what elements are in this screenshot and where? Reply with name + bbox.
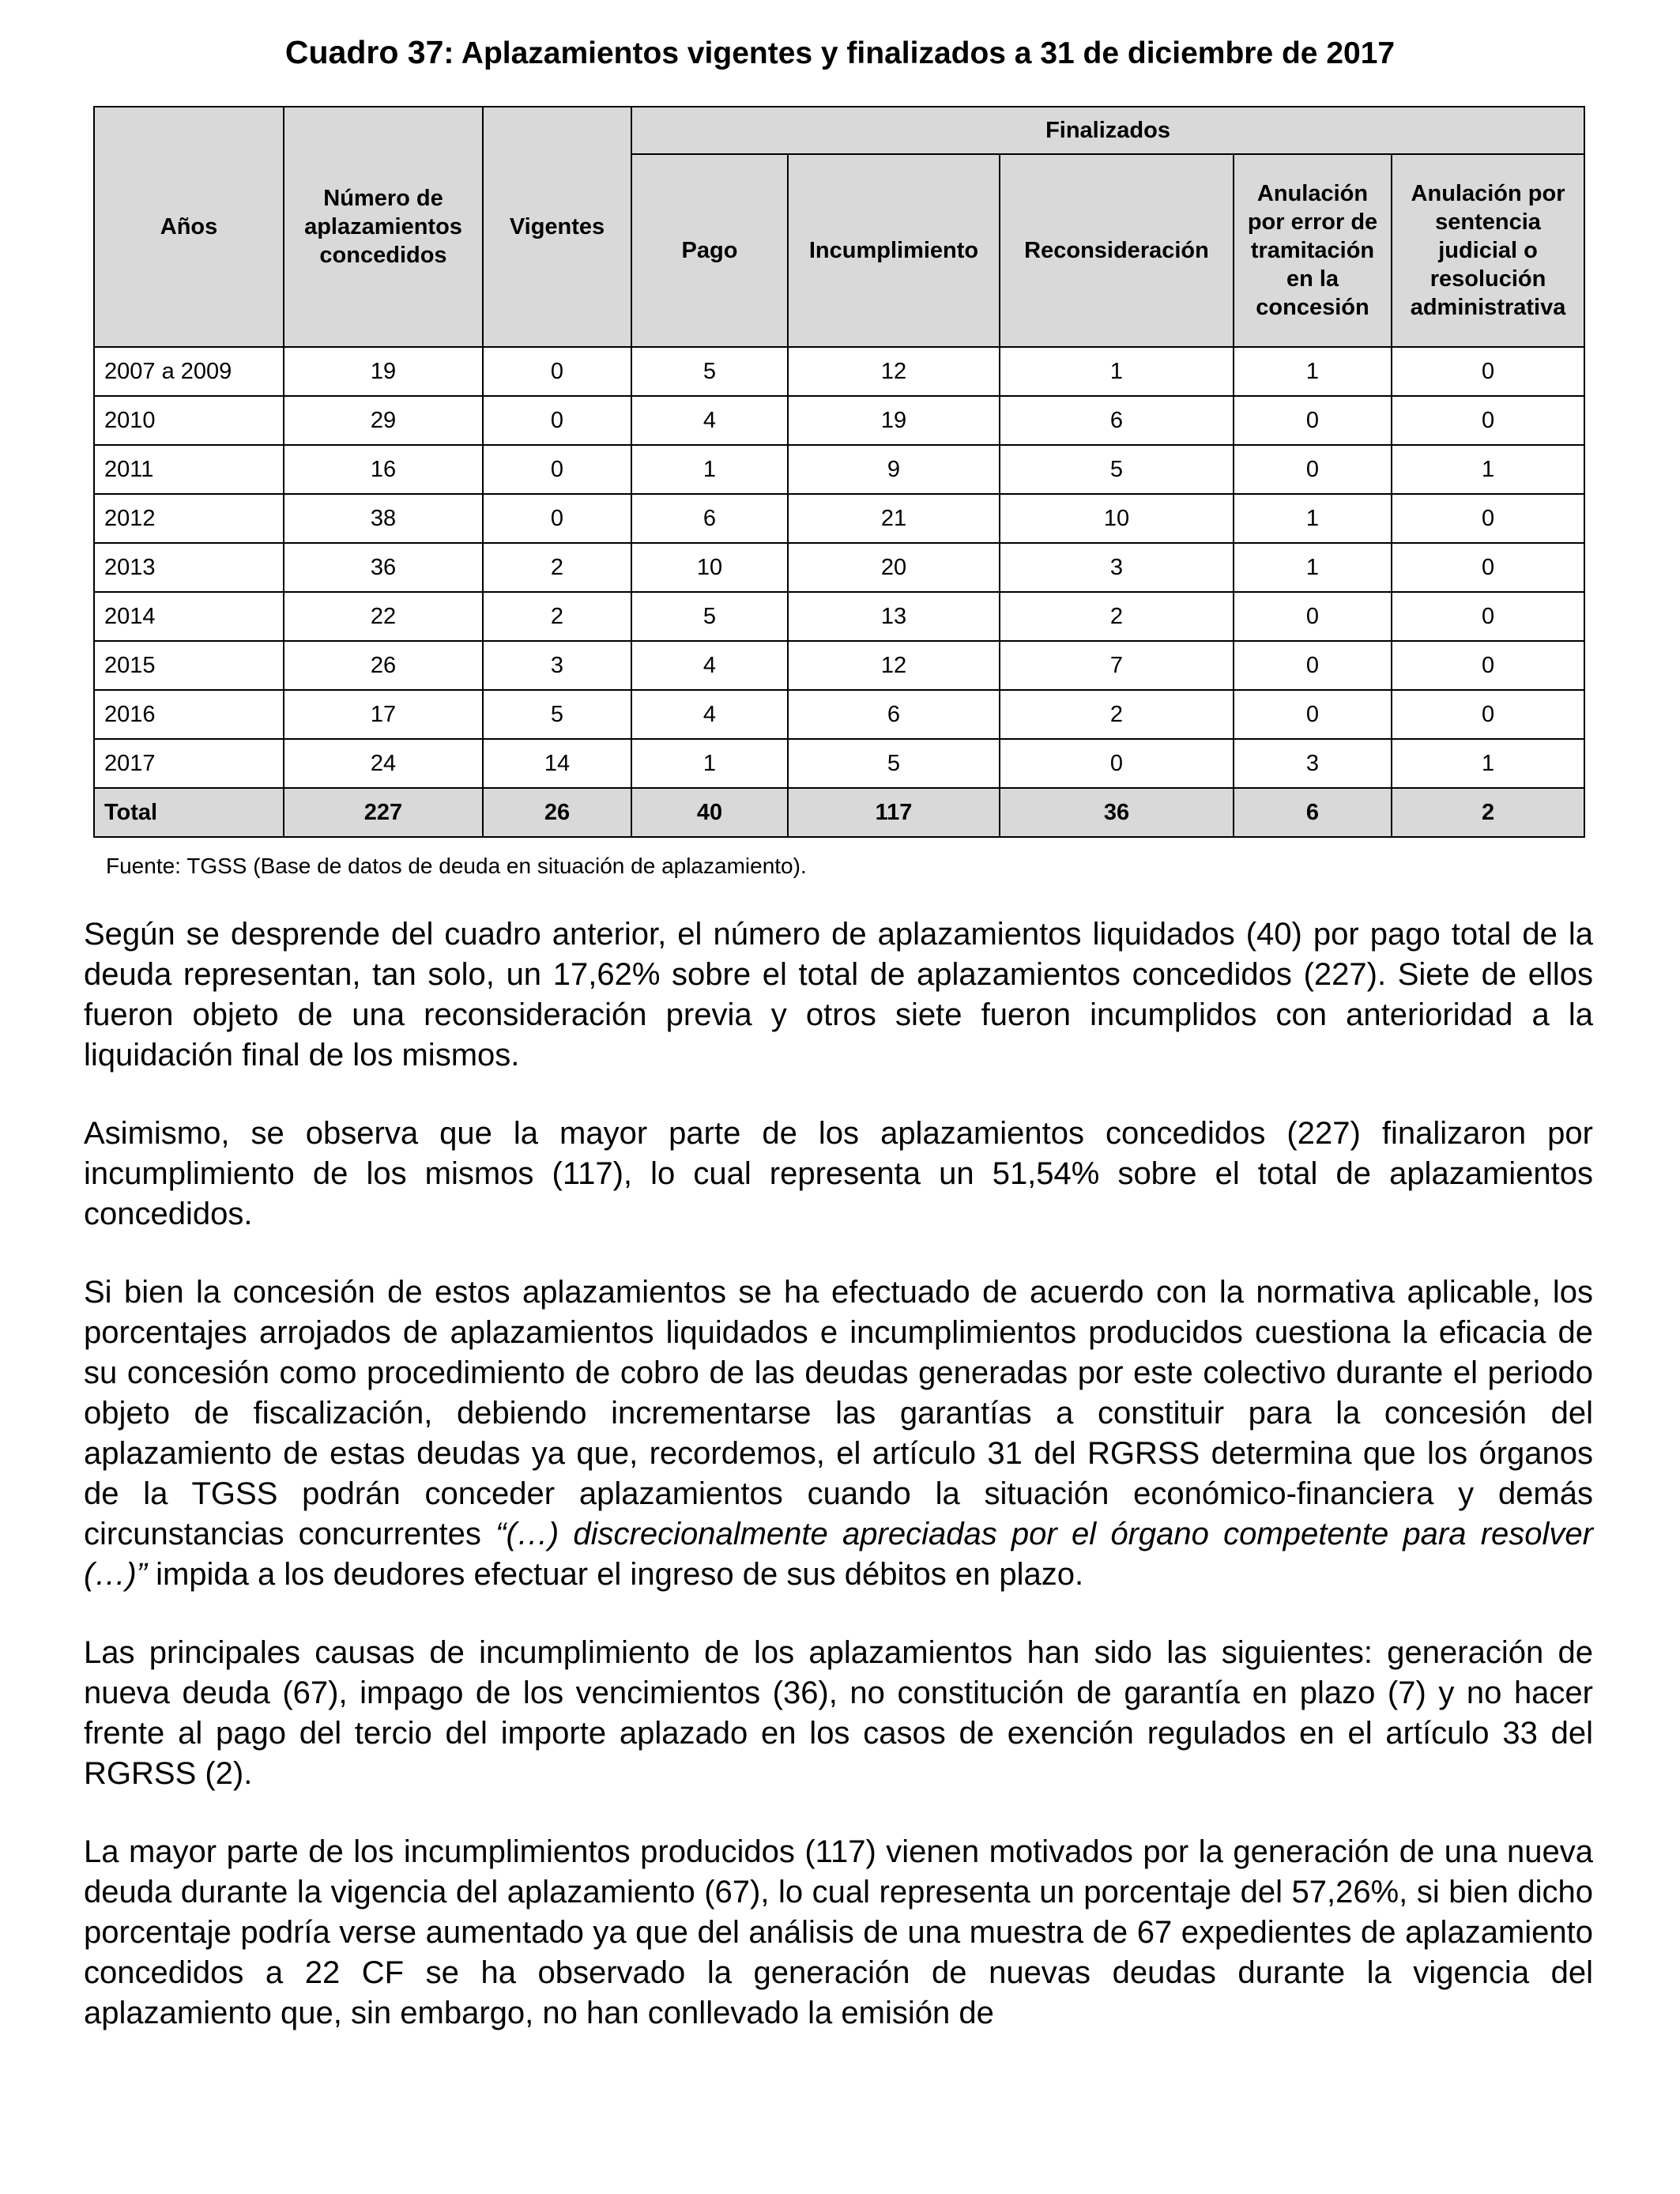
table-row bbox=[94, 690, 1584, 739]
table-cell: 0 bbox=[1234, 592, 1392, 641]
table-row bbox=[94, 739, 1584, 788]
table-cell: 1 bbox=[1392, 739, 1584, 788]
table-cell: 22 bbox=[284, 592, 483, 641]
header-numero: Número de aplazamientos concedidos bbox=[284, 107, 483, 347]
table-cell: 14 bbox=[483, 739, 631, 788]
header-reconsideracion: Reconsideración bbox=[1000, 154, 1234, 347]
table-cell: 9 bbox=[788, 445, 1000, 494]
total-cell: 6 bbox=[1234, 788, 1392, 837]
table-cell: 19 bbox=[284, 347, 483, 396]
table-cell: 3 bbox=[1234, 739, 1392, 788]
table-cell: 5 bbox=[631, 592, 788, 641]
table-source-note: Fuente: TGSS (Base de datos de deuda en situación de aplazamiento). bbox=[106, 854, 807, 878]
body-text bbox=[84, 914, 1593, 2071]
table-row bbox=[94, 396, 1584, 445]
table-cell: 3 bbox=[1000, 543, 1234, 592]
paragraph-3-end: impida a los deudores efectuar el ingreso de sus débitos en plazo. bbox=[146, 1557, 1084, 1592]
table-cell-year: 2010 bbox=[94, 396, 284, 445]
table-cell: 0 bbox=[1392, 347, 1584, 396]
header-anulacion-error: Anulación por error de tramitación en la concesión bbox=[1234, 154, 1392, 347]
table-cell: 6 bbox=[1000, 396, 1234, 445]
table-cell: 1 bbox=[1234, 494, 1392, 543]
table-cell: 0 bbox=[1392, 641, 1584, 690]
table-cell: 0 bbox=[1392, 690, 1584, 739]
table-cell: 0 bbox=[1234, 690, 1392, 739]
table-cell: 0 bbox=[1392, 592, 1584, 641]
table-cell: 0 bbox=[483, 396, 631, 445]
table-cell: 0 bbox=[1392, 396, 1584, 445]
table-cell: 1 bbox=[631, 739, 788, 788]
table-cell: 2 bbox=[483, 592, 631, 641]
paragraph-1: Según se desprende del cuadro anterior, el número de aplazamientos liquidados (40) por pago total de la deuda representan, tan solo, un 17,62% sobre el total de aplazamientos concedidos (227). Siete de ellos fueron objeto de una reconsideración previa y otros siete fueron incumplidos con anterioridad a la liquidación final de los mismos. bbox=[84, 917, 1593, 1072]
table-cell: 2 bbox=[1000, 592, 1234, 641]
header-anos: Años bbox=[94, 107, 284, 347]
table-cell-year: 2013 bbox=[94, 543, 284, 592]
table-cell: 6 bbox=[631, 494, 788, 543]
table-cell: 5 bbox=[483, 690, 631, 739]
paragraph-3 bbox=[84, 1272, 1593, 1595]
aplazamientos-table bbox=[93, 106, 1585, 838]
table-cell: 4 bbox=[631, 690, 788, 739]
table-cell: 5 bbox=[631, 347, 788, 396]
table-row bbox=[94, 494, 1584, 543]
table-cell: 24 bbox=[284, 739, 483, 788]
table-cell: 0 bbox=[1234, 396, 1392, 445]
total-cell: 36 bbox=[1000, 788, 1234, 837]
table-row bbox=[94, 543, 1584, 592]
table-cell: 1 bbox=[1234, 347, 1392, 396]
table-cell: 10 bbox=[1000, 494, 1234, 543]
table-title-text: : Aplazamientos vigentes y finalizados a 31 de diciembre de 2017 bbox=[443, 36, 1396, 70]
total-cell: 26 bbox=[483, 788, 631, 837]
table-cell: 0 bbox=[1234, 641, 1392, 690]
table-cell: 0 bbox=[483, 347, 631, 396]
table-row bbox=[94, 641, 1584, 690]
total-cell: 117 bbox=[788, 788, 1000, 837]
table-total-row bbox=[94, 788, 1584, 837]
table-cell: 0 bbox=[1234, 445, 1392, 494]
table-cell: 17 bbox=[284, 690, 483, 739]
table-cell: 3 bbox=[483, 641, 631, 690]
paragraph-3-start: Si bien la concesión de estos aplazamientos se ha efectuado de acuerdo con la normativa aplicable, los porcentajes arrojados de aplazamientos liquidados e incumplimientos producidos cuestiona la eficacia de su concesión como procedimiento de cobro de las deudas generadas por este colectivo durante el periodo objeto de fiscalización, debiendo incrementarse las garantías a constituir para la concesión del aplazamiento de estas deudas ya que, recordemos, el artículo 31 del RGRSS determina que los órganos de la TGSS podrán conceder aplazamientos cuando la situación económico-financiera y demás circunstancias concurrentes bbox=[84, 1275, 1593, 1551]
table-cell: 12 bbox=[788, 347, 1000, 396]
table-body bbox=[94, 347, 1584, 837]
table-cell: 19 bbox=[788, 396, 1000, 445]
paragraph-5: La mayor parte de los incumplimientos producidos (117) vienen motivados por la generación de una nueva deuda durante la vigencia del aplazamiento (67), lo cual representa un porcentaje del 57,26%, si bien dicho porcentaje podría verse aumentado ya que del análisis de una muestra de 67 expedientes de aplazamiento concedidos a 22 CF se ha observado la generación de nuevas deudas durante la vigencia del aplazamiento que, sin embargo, no han conllevado la emisión de bbox=[84, 1834, 1593, 2030]
table-cell: 1 bbox=[1234, 543, 1392, 592]
table-cell: 1 bbox=[1000, 347, 1234, 396]
table-row bbox=[94, 445, 1584, 494]
total-label: Total bbox=[94, 788, 284, 837]
table-cell: 20 bbox=[788, 543, 1000, 592]
table-cell: 0 bbox=[1392, 543, 1584, 592]
table-cell: 6 bbox=[788, 690, 1000, 739]
total-cell: 2 bbox=[1392, 788, 1584, 837]
header-incumplimiento: Incumplimiento bbox=[788, 154, 1000, 347]
table-title bbox=[0, 30, 1680, 76]
table-cell-year: 2011 bbox=[94, 445, 284, 494]
table-cell: 0 bbox=[1392, 494, 1584, 543]
table-cell: 21 bbox=[788, 494, 1000, 543]
table-cell: 4 bbox=[631, 396, 788, 445]
total-cell: 227 bbox=[284, 788, 483, 837]
paragraph-3-quote: “(…) discrecionalmente apreciadas por el órgano competente para resolver (…)” bbox=[84, 1517, 1593, 1592]
table-cell-year: 2012 bbox=[94, 494, 284, 543]
table-cell: 2 bbox=[483, 543, 631, 592]
table-cell: 4 bbox=[631, 641, 788, 690]
table-cell: 1 bbox=[1392, 445, 1584, 494]
total-cell: 40 bbox=[631, 788, 788, 837]
table-cell: 12 bbox=[788, 641, 1000, 690]
table-cell: 26 bbox=[284, 641, 483, 690]
table-cell-year: 2007 a 2009 bbox=[94, 347, 284, 396]
table-cell: 10 bbox=[631, 543, 788, 592]
paragraph-2: Asimismo, se observa que la mayor parte de los aplazamientos concedidos (227) finalizaron por incumplimiento de los mismos (117), lo cual representa un 51,54% sobre el total de aplazamientos concedidos. bbox=[84, 1116, 1593, 1231]
table-cell: 5 bbox=[1000, 445, 1234, 494]
table-cell: 0 bbox=[483, 494, 631, 543]
table-cell: 0 bbox=[483, 445, 631, 494]
table-cell: 29 bbox=[284, 396, 483, 445]
table-cell-year: 2017 bbox=[94, 739, 284, 788]
table-row bbox=[94, 592, 1584, 641]
table-cell: 38 bbox=[284, 494, 483, 543]
table-cell: 7 bbox=[1000, 641, 1234, 690]
header-pago: Pago bbox=[631, 154, 788, 347]
table-title-number: Cuadro 37 bbox=[284, 34, 444, 70]
table-cell: 13 bbox=[788, 592, 1000, 641]
header-finalizados: Finalizados bbox=[631, 107, 1584, 154]
table-cell: 36 bbox=[284, 543, 483, 592]
table-cell: 1 bbox=[631, 445, 788, 494]
table-row bbox=[94, 347, 1584, 396]
table-cell-year: 2014 bbox=[94, 592, 284, 641]
table-cell: 5 bbox=[788, 739, 1000, 788]
table-cell-year: 2015 bbox=[94, 641, 284, 690]
header-vigentes: Vigentes bbox=[483, 107, 631, 347]
table-cell: 16 bbox=[284, 445, 483, 494]
table-cell: 0 bbox=[1000, 739, 1234, 788]
paragraph-4: Las principales causas de incumplimiento de los aplazamientos han sido las siguientes: generación de nueva deuda (67), impago de los vencimientos (36), no constitución de garantía en plazo (7) y no hacer frente al pago del tercio del importe aplazado en los casos de exención regulados en el artículo 33 del RGRSS (2). bbox=[84, 1635, 1593, 1791]
header-anulacion-sentencia: Anulación por sentencia judicial o resolución administrativa bbox=[1392, 154, 1584, 347]
table-cell: 2 bbox=[1000, 690, 1234, 739]
table-cell-year: 2016 bbox=[94, 690, 284, 739]
